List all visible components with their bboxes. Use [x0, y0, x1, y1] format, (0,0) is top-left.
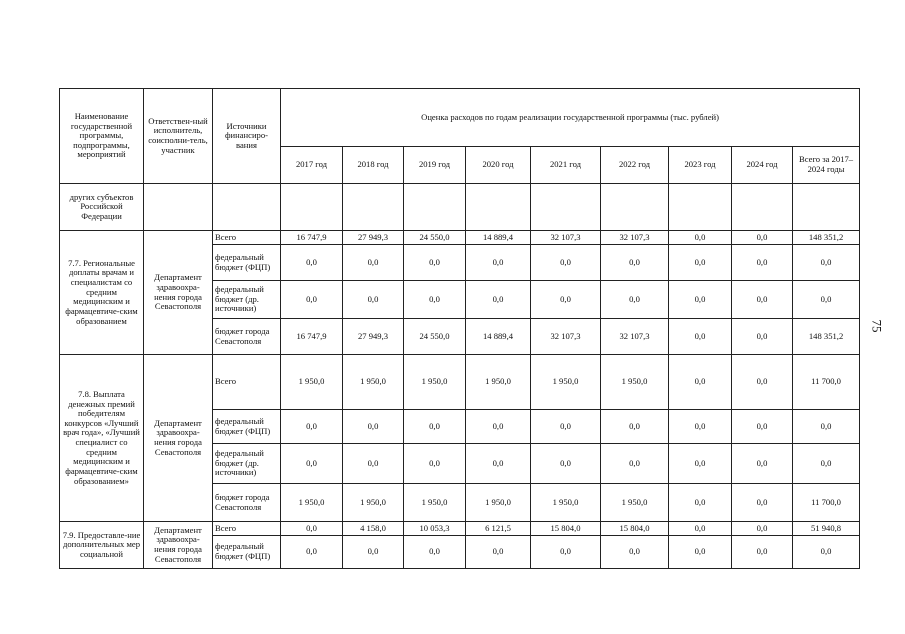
- value-cell: 15 804,0: [531, 522, 601, 536]
- value-cell: 0,0: [669, 484, 732, 522]
- header-year: 2024 год: [732, 147, 793, 184]
- value-cell: 0,0: [343, 281, 404, 319]
- total-cell: 11 700,0: [793, 484, 860, 522]
- value-cell: 0,0: [601, 444, 669, 484]
- total-cell: 51 940,8: [793, 522, 860, 536]
- value-cell: 0,0: [669, 281, 732, 319]
- value-cell: 0,0: [669, 522, 732, 536]
- value-cell: 1 950,0: [466, 355, 531, 410]
- value-cell: 0,0: [466, 410, 531, 444]
- funding-source: бюджет города Севастополя: [213, 484, 281, 522]
- value-cell: 0,0: [669, 355, 732, 410]
- value-cell: 0,0: [732, 319, 793, 355]
- value-cell: 0,0: [669, 410, 732, 444]
- value-cell: 14 889,4: [466, 231, 531, 245]
- value-cell: 0,0: [281, 536, 343, 569]
- value-cell: 1 950,0: [343, 484, 404, 522]
- value-cell: 0,0: [531, 536, 601, 569]
- empty-cell: [404, 184, 466, 231]
- value-cell: 1 950,0: [531, 355, 601, 410]
- empty-cell: [793, 184, 860, 231]
- value-cell: 0,0: [669, 231, 732, 245]
- value-cell: 1 950,0: [404, 484, 466, 522]
- value-cell: 0,0: [281, 444, 343, 484]
- value-cell: 0,0: [531, 444, 601, 484]
- value-cell: 0,0: [404, 245, 466, 281]
- value-cell: 1 950,0: [404, 355, 466, 410]
- table-row: [60, 355, 860, 410]
- value-cell: 0,0: [531, 281, 601, 319]
- value-cell: 0,0: [732, 522, 793, 536]
- empty-cell: [531, 184, 601, 231]
- value-cell: 0,0: [601, 281, 669, 319]
- value-cell: 0,0: [404, 281, 466, 319]
- value-cell: 27 949,3: [343, 319, 404, 355]
- value-cell: 0,0: [466, 536, 531, 569]
- value-cell: 0,0: [669, 245, 732, 281]
- value-cell: 0,0: [732, 245, 793, 281]
- empty-cell: [343, 184, 404, 231]
- value-cell: 0,0: [732, 410, 793, 444]
- value-cell: 14 889,4: [466, 319, 531, 355]
- program-name: 7.9. Предоставле-ние дополнительных мер социальной: [60, 522, 144, 569]
- header-total: Всего за 2017–2024 годы: [793, 147, 860, 184]
- value-cell: 32 107,3: [531, 231, 601, 245]
- value-cell: 16 747,9: [281, 231, 343, 245]
- header-year: 2019 год: [404, 147, 466, 184]
- total-cell: 0,0: [793, 536, 860, 569]
- value-cell: 27 949,3: [343, 231, 404, 245]
- program-name: 7.8. Выплата денежных премий победителям конкурсов «Лучший врач года», «Лучший специалист со средним медицинским и фармацевтиче-ским образованием»: [60, 355, 144, 522]
- value-cell: 0,0: [601, 536, 669, 569]
- header-year: 2021 год: [531, 147, 601, 184]
- header-year: 2018 год: [343, 147, 404, 184]
- value-cell: 0,0: [281, 281, 343, 319]
- funding-source: федеральный бюджет (ФЦП): [213, 536, 281, 569]
- header-year: 2017 год: [281, 147, 343, 184]
- value-cell: 32 107,3: [531, 319, 601, 355]
- executor: Департамент здравоохра-нения города Севастополя: [144, 231, 213, 355]
- header-executor: Ответствен-ный исполнитель, соисполни-тель, участник: [144, 89, 213, 184]
- value-cell: 1 950,0: [281, 484, 343, 522]
- value-cell: 0,0: [732, 281, 793, 319]
- value-cell: 0,0: [669, 444, 732, 484]
- funding-source: федеральный бюджет (ФЦП): [213, 245, 281, 281]
- value-cell: 16 747,9: [281, 319, 343, 355]
- value-cell: 1 950,0: [343, 355, 404, 410]
- total-cell: 0,0: [793, 281, 860, 319]
- value-cell: 0,0: [732, 484, 793, 522]
- header-year: 2020 год: [466, 147, 531, 184]
- executor: Департамент здравоохра-нения города Севастополя: [144, 522, 213, 569]
- funding-source: бюджет города Севастополя: [213, 319, 281, 355]
- value-cell: 1 950,0: [531, 484, 601, 522]
- value-cell: 1 950,0: [281, 355, 343, 410]
- total-cell: 0,0: [793, 245, 860, 281]
- value-cell: 0,0: [732, 355, 793, 410]
- total-cell: 148 351,2: [793, 231, 860, 245]
- funding-source: Всего: [213, 522, 281, 536]
- continuation-cell: других субъектов Российской Федерации: [60, 184, 144, 231]
- value-cell: 0,0: [466, 444, 531, 484]
- value-cell: 0,0: [404, 536, 466, 569]
- value-cell: 1 950,0: [601, 355, 669, 410]
- empty-cell: [669, 184, 732, 231]
- value-cell: 0,0: [732, 536, 793, 569]
- empty-cell: [144, 184, 213, 231]
- total-cell: 11 700,0: [793, 355, 860, 410]
- value-cell: 10 053,3: [404, 522, 466, 536]
- page-number: 75: [869, 319, 885, 333]
- value-cell: 0,0: [343, 536, 404, 569]
- value-cell: 0,0: [531, 245, 601, 281]
- header-year: 2022 год: [601, 147, 669, 184]
- empty-cell: [601, 184, 669, 231]
- header-expenses-group: Оценка расходов по годам реализации государственной программы (тыс. рублей): [281, 89, 860, 147]
- empty-cell: [281, 184, 343, 231]
- value-cell: 15 804,0: [601, 522, 669, 536]
- value-cell: 0,0: [732, 231, 793, 245]
- value-cell: 0,0: [343, 444, 404, 484]
- value-cell: 24 550,0: [404, 231, 466, 245]
- value-cell: 0,0: [601, 245, 669, 281]
- budget-table: [59, 88, 860, 569]
- value-cell: 0,0: [669, 319, 732, 355]
- value-cell: 0,0: [404, 444, 466, 484]
- value-cell: 0,0: [343, 410, 404, 444]
- value-cell: 32 107,3: [601, 319, 669, 355]
- empty-cell: [213, 184, 281, 231]
- total-cell: 0,0: [793, 410, 860, 444]
- value-cell: 0,0: [466, 245, 531, 281]
- value-cell: 6 121,5: [466, 522, 531, 536]
- total-cell: 0,0: [793, 444, 860, 484]
- value-cell: 0,0: [669, 536, 732, 569]
- value-cell: 0,0: [531, 410, 601, 444]
- value-cell: 1 950,0: [466, 484, 531, 522]
- program-name: 7.7. Региональные доплаты врачам и специалистам со средним медицинским и фармацевтиче-ским образованием: [60, 231, 144, 355]
- funding-source: Всего: [213, 355, 281, 410]
- funding-source: Всего: [213, 231, 281, 245]
- header-program: Наименование государственной программы, подпрограммы, мероприятий: [60, 89, 144, 184]
- table-row: [60, 522, 860, 536]
- total-cell: 148 351,2: [793, 319, 860, 355]
- empty-cell: [466, 184, 531, 231]
- value-cell: 0,0: [404, 410, 466, 444]
- value-cell: 1 950,0: [601, 484, 669, 522]
- header-source: Источники финансиро-вания: [213, 89, 281, 184]
- value-cell: 4 158,0: [343, 522, 404, 536]
- value-cell: 0,0: [466, 281, 531, 319]
- value-cell: 24 550,0: [404, 319, 466, 355]
- value-cell: 0,0: [601, 410, 669, 444]
- value-cell: 0,0: [281, 245, 343, 281]
- executor: Департамент здравоохра-нения города Севастополя: [144, 355, 213, 522]
- table-row: [60, 231, 860, 245]
- value-cell: 0,0: [732, 444, 793, 484]
- value-cell: 0,0: [281, 522, 343, 536]
- funding-source: федеральный бюджет (ФЦП): [213, 410, 281, 444]
- value-cell: 0,0: [343, 245, 404, 281]
- header-year: 2023 год: [669, 147, 732, 184]
- value-cell: 0,0: [281, 410, 343, 444]
- empty-cell: [732, 184, 793, 231]
- funding-source: федеральный бюджет (др. источники): [213, 444, 281, 484]
- value-cell: 32 107,3: [601, 231, 669, 245]
- funding-source: федеральный бюджет (др. источники): [213, 281, 281, 319]
